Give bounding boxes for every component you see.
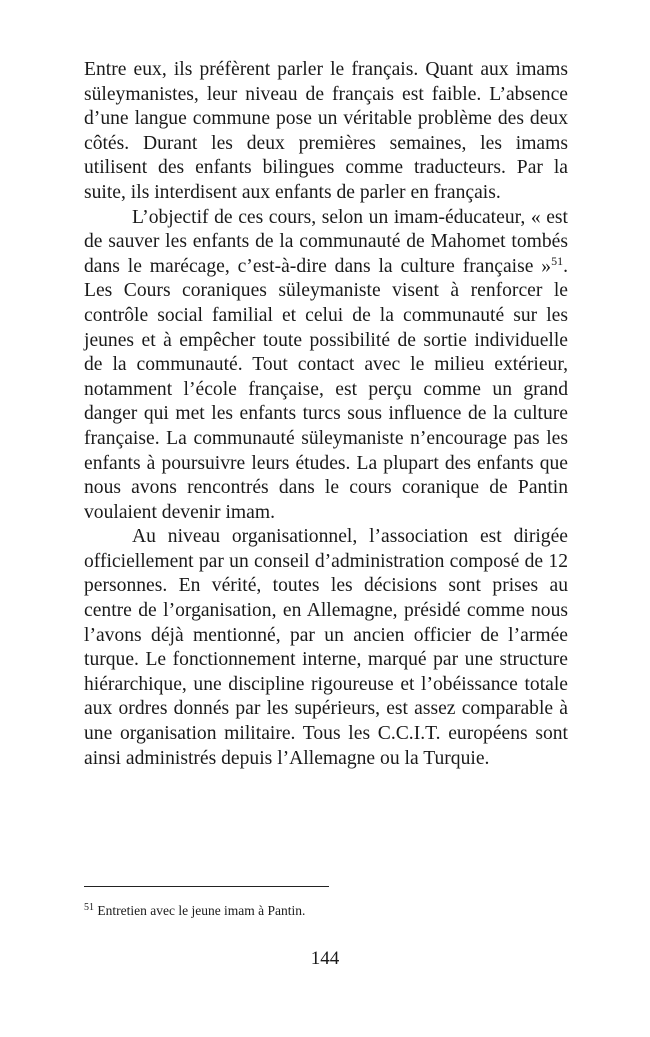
paragraph-2-text-b: . Les Cours coraniques süleymaniste visent à renforcer le contrôle social familial et celui de la communauté sur les jeunes et à empêcher toute possibilité de sortie individuelle de la communauté. Tout contact avec le milieu extérieur, notamment l’école française, est perçu comme un grand danger qui met les enfants turcs sous influence de la culture française. La communauté süleymaniste n’encourage pas les enfants à poursuivre leurs études. La plupart des enfants que nous avons rencontrés dans le cours coranique de Pantin voulaient devenir imam.: [84, 255, 568, 523]
paragraph-2: [84, 206, 568, 526]
page-number: 144: [310, 948, 340, 969]
paragraph-3: Au niveau organisationnel, l’association est dirigée officiellement par un conseil d’administration composé de 12 personnes. En vérité, toutes les décisions sont prises au centre de l’organisation, en Allemagne, présidé comme nous l’avons déjà mentionné, par un ancien officier de l’armée turque. Le fonctionnement interne, marqué par une structure hiérarchique, une discipline rigoureuse et l’obéissance totale aux ordres donnés par les supérieurs, est assez comparable à une organisation militaire. Tous les C.C.I.T. européens sont ainsi administrés depuis l’Allemagne ou la Turquie.: [84, 526, 568, 769]
footnote: [84, 902, 568, 919]
footnote-number: 51: [84, 902, 94, 913]
page-body: [84, 58, 568, 771]
paragraph-2-text-a: L’objectif de ces cours, selon un imam-éducateur, « est de sauver les enfants de la communauté de Mahomet tombés dans le marécage, c’est-à-dire dans la culture française »: [84, 206, 568, 277]
footnote-reference[interactable]: 51: [551, 253, 564, 268]
footnote-divider: [84, 886, 329, 887]
paragraph-1: Entre eux, ils préfèrent parler le français. Quant aux imams süleymanistes, leur niveau de français est faible. L’absence d’une langue commune pose un véritable problème des deux côtés. Durant les deux premières semaines, les imams utilisent des enfants bilingues comme traducteurs. Par la suite, ils interdisent aux enfants de parler en français.: [84, 59, 568, 203]
footnote-text: Entretien avec le jeune imam à Pantin.: [97, 903, 306, 918]
